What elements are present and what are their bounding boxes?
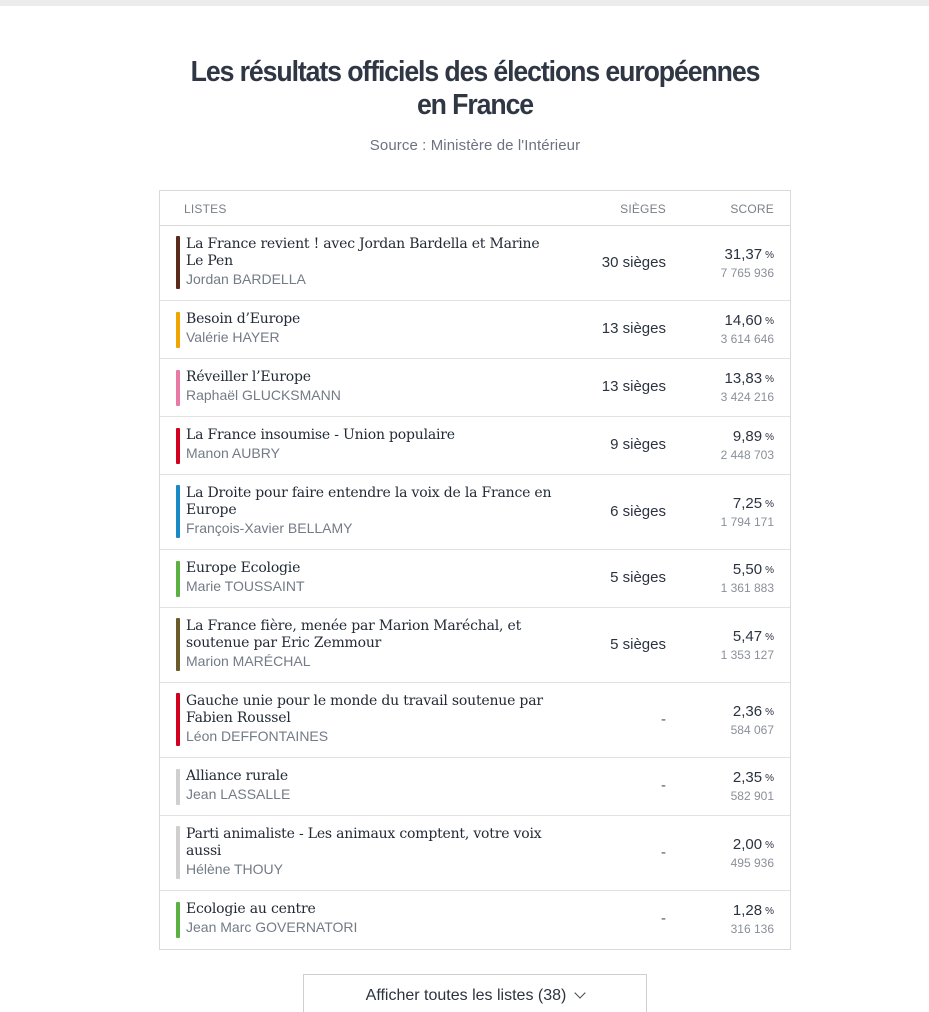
- score-value: 1,28: [732, 902, 763, 919]
- list-info: [186, 693, 558, 745]
- score-cell: [721, 628, 774, 663]
- percent-symbol: %: [765, 316, 774, 327]
- party-color-bar: [176, 312, 180, 348]
- percent-symbol: %: [765, 374, 774, 385]
- score-cell: [731, 703, 774, 738]
- chevron-down-icon: [575, 987, 586, 998]
- page-title: Les résultats officiels des élections européennes en France: [190, 56, 760, 121]
- score-percent: [731, 902, 774, 921]
- list-name: Europe Ecologie: [186, 560, 301, 576]
- score-percent: [721, 370, 774, 389]
- table-row: [160, 301, 790, 359]
- list-info: [186, 901, 558, 936]
- score-cell: [721, 428, 774, 463]
- party-color-bar: [176, 236, 180, 289]
- list-leader: Jordan BARDELLA: [186, 271, 306, 287]
- list-name: Réveiller l’Europe: [186, 369, 311, 385]
- score-cell: [731, 769, 774, 804]
- seats-value: 5 sièges: [610, 569, 666, 586]
- party-color-bar: [176, 428, 180, 464]
- votes-count: 2 448 703: [720, 448, 774, 462]
- column-header-score: SCORE: [730, 202, 774, 216]
- party-color-bar: [176, 826, 180, 879]
- score-value: 2,00: [732, 835, 763, 853]
- score-value: 2,36: [732, 702, 763, 720]
- table-row: [160, 758, 790, 816]
- seats-value: -: [661, 777, 666, 794]
- table-row: [160, 226, 790, 301]
- table-row: [160, 475, 790, 550]
- list-leader: Raphaël GLUCKSMANN: [186, 387, 341, 403]
- list-info: [186, 311, 558, 346]
- score-value: 5,50: [732, 561, 763, 578]
- percent-symbol: %: [765, 565, 774, 576]
- list-leader: Léon DEFFONTAINES: [186, 728, 329, 744]
- list-leader: Marion MARÉCHAL: [186, 653, 311, 669]
- score-percent: [721, 628, 774, 647]
- score-percent: [721, 561, 774, 580]
- seats-value: -: [661, 910, 666, 927]
- top-bar: [0, 0, 929, 6]
- score-value: 7,25: [732, 494, 763, 512]
- percent-symbol: %: [765, 432, 774, 443]
- score-value: 5,47: [732, 627, 763, 645]
- list-info: [186, 826, 558, 878]
- votes-count: 1 794 171: [720, 514, 774, 529]
- party-color-bar: [176, 370, 180, 406]
- seats-value: 13 sièges: [601, 320, 666, 337]
- party-color-bar: [176, 485, 180, 538]
- seats-value: 6 sièges: [610, 502, 666, 520]
- list-info: [186, 485, 558, 537]
- party-color-bar: [176, 561, 180, 597]
- score-percent: [721, 246, 774, 265]
- votes-count: 3 614 646: [720, 332, 774, 346]
- table-body: [160, 226, 790, 949]
- list-leader: Hélène THOUY: [186, 861, 284, 877]
- percent-symbol: %: [765, 839, 774, 851]
- votes-count: 316 136: [730, 922, 774, 936]
- list-info: [186, 560, 558, 595]
- percent-symbol: %: [765, 631, 774, 643]
- party-color-bar: [176, 769, 180, 805]
- votes-count: 7 765 936: [720, 265, 774, 280]
- score-cell: [731, 836, 774, 871]
- votes-count: 582 901: [730, 789, 774, 803]
- list-leader: Jean Marc GOVERNATORI: [186, 919, 358, 935]
- score-percent: [731, 703, 774, 722]
- list-leader: Marie TOUSSAINT: [186, 578, 305, 594]
- votes-count: 584 067: [730, 722, 774, 737]
- list-name: Alliance rurale: [186, 768, 288, 784]
- score-cell: [731, 902, 774, 937]
- percent-symbol: %: [765, 906, 774, 917]
- table-row: [160, 417, 790, 475]
- percent-symbol: %: [765, 773, 774, 784]
- table-row: [160, 891, 790, 949]
- score-percent: [721, 495, 774, 514]
- list-name: Besoin d’Europe: [186, 311, 301, 327]
- list-name: Gauche unie pour le monde du travail soutenue par Fabien Roussel: [186, 693, 543, 726]
- score-percent: [731, 769, 774, 788]
- column-header-sieges: SIÈGES: [620, 202, 666, 216]
- score-percent: [721, 312, 774, 331]
- list-name: La Droite pour faire entendre la voix de la France en Europe: [186, 485, 552, 518]
- seats-value: 30 sièges: [601, 253, 666, 271]
- list-info: [186, 427, 558, 462]
- score-value: 14,60: [724, 312, 763, 329]
- votes-count: 3 424 216: [720, 390, 774, 404]
- list-leader: Jean LASSALLE: [186, 786, 291, 802]
- percent-symbol: %: [765, 706, 774, 718]
- list-leader: Manon AUBRY: [186, 445, 280, 461]
- show-all-lists-label: Afficher toutes les listes (38): [365, 987, 567, 1004]
- score-percent: [731, 836, 774, 855]
- score-value: 31,37: [724, 245, 763, 263]
- score-cell: [721, 246, 774, 281]
- show-all-lists-button[interactable]: [303, 974, 647, 1012]
- table-row: [160, 550, 790, 608]
- score-value: 9,89: [732, 428, 763, 445]
- score-cell: [721, 312, 774, 347]
- score-value: 13,83: [724, 370, 763, 387]
- percent-symbol: %: [765, 498, 774, 510]
- source-line: Source : Ministère de l'Intérieur: [369, 137, 581, 154]
- seats-value: 5 sièges: [610, 635, 666, 653]
- party-color-bar: [176, 693, 180, 746]
- votes-count: 495 936: [730, 855, 774, 870]
- seats-value: -: [661, 710, 666, 728]
- table-row: [160, 816, 790, 891]
- score-cell: [721, 370, 774, 405]
- party-color-bar: [176, 902, 180, 938]
- list-info: [186, 618, 558, 670]
- votes-count: 1 361 883: [720, 581, 774, 595]
- score-value: 2,35: [732, 769, 763, 786]
- seats-value: 13 sièges: [601, 378, 666, 395]
- party-color-bar: [176, 618, 180, 671]
- seats-value: -: [661, 843, 666, 861]
- votes-count: 1 353 127: [720, 647, 774, 662]
- score-cell: [721, 495, 774, 530]
- score-cell: [721, 561, 774, 596]
- table-row: [160, 608, 790, 683]
- list-name: La France revient ! avec Jordan Bardella et Marine Le Pen: [186, 236, 540, 269]
- seats-value: 9 sièges: [610, 436, 666, 453]
- list-leader: Valérie HAYER: [186, 329, 280, 345]
- score-percent: [721, 428, 774, 447]
- table-row: [160, 683, 790, 758]
- header: [160, 56, 790, 154]
- table-header: [160, 191, 790, 226]
- list-info: [186, 369, 558, 404]
- list-name: La France fière, menée par Marion Maréchal, et soutenue par Eric Zemmour: [186, 618, 522, 651]
- percent-symbol: %: [765, 249, 774, 261]
- list-name: La France insoumise - Union populaire: [186, 427, 455, 443]
- list-info: [186, 768, 558, 803]
- column-header-listes: LISTES: [184, 202, 227, 216]
- list-leader: François-Xavier BELLAMY: [186, 520, 353, 536]
- list-info: [186, 236, 558, 288]
- results-table: [159, 190, 791, 950]
- table-row: [160, 359, 790, 417]
- list-name: Ecologie au centre: [186, 901, 316, 917]
- list-name: Parti animaliste - Les animaux comptent, votre voix aussi: [186, 826, 542, 859]
